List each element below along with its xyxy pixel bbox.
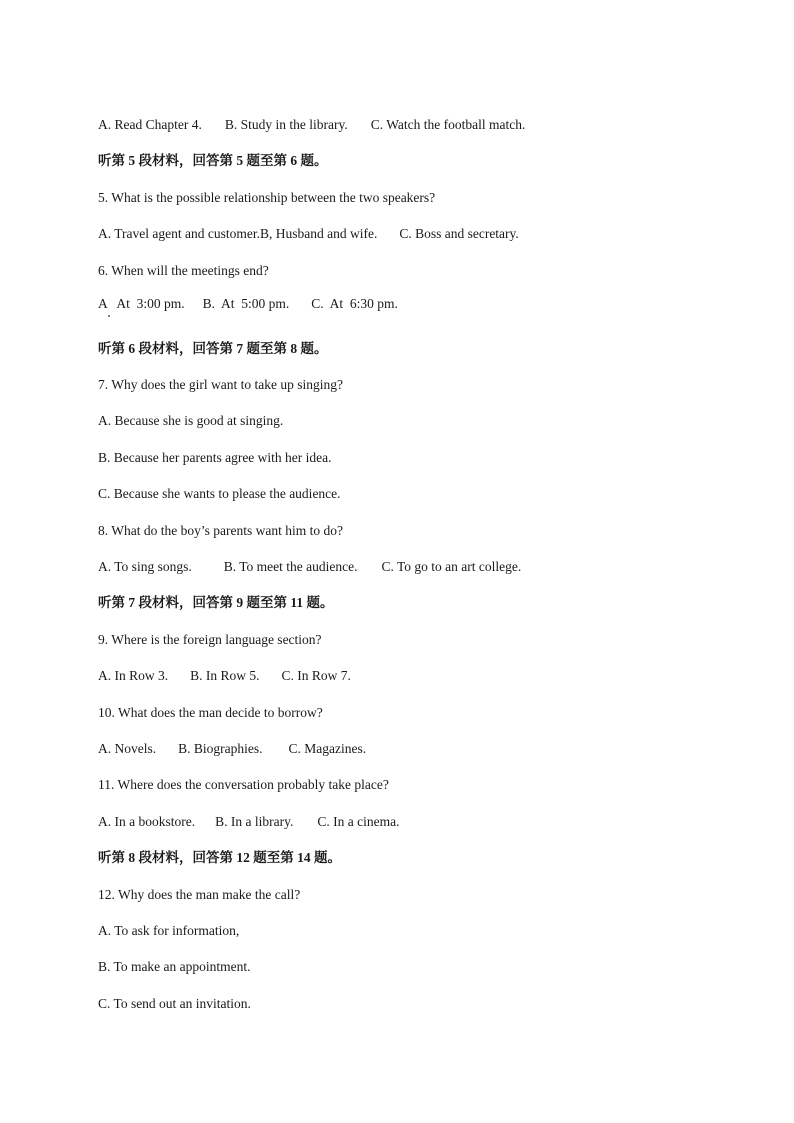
option-c: C. Watch the football match. <box>370 117 526 132</box>
option-12b: B. To make an appointment. <box>98 959 251 974</box>
question-9: 9. Where is the foreign language section? <box>98 632 322 647</box>
option-12a: A. To ask for information, <box>98 923 240 938</box>
section-heading-8: 听第 8 段材料，回答第 12 题至第 14 题。 <box>98 850 341 865</box>
question-8: 8. What do the boy’s parents want him to do? <box>98 523 343 538</box>
question-11: 11. Where does the conversation probably take place? <box>98 777 389 792</box>
options-line-q6 <box>98 295 398 313</box>
section-heading-6: 听第 6 段材料，回答第 7 题至第 8 题。 <box>98 341 328 356</box>
option-b: B. Biographies. <box>178 741 263 756</box>
option-a: A. To sing songs. <box>98 559 192 574</box>
option-b: B. At 5:00 pm. <box>202 296 290 311</box>
option-b: B. In a library. <box>215 814 294 829</box>
options-line-q9 <box>98 667 351 685</box>
option-a: A. Novels. <box>98 741 157 756</box>
question-6: 6. When will the meetings end? <box>98 263 269 278</box>
question-7: 7. Why does the girl want to take up singing? <box>98 377 343 392</box>
section-heading-5: 听第 5 段材料，回答第 5 题至第 6 题。 <box>98 153 328 168</box>
option-b: B. In Row 5. <box>190 668 260 683</box>
option-7a: A. Because she is good at singing. <box>98 413 284 428</box>
option-a: A At 3:00 pm. <box>98 296 185 311</box>
option-a: A. In a bookstore. <box>98 814 196 829</box>
option-a-b: A. Travel agent and customer.B, Husband and wife. <box>98 226 378 241</box>
options-line-q11 <box>98 813 399 831</box>
question-5: 5. What is the possible relationship between the two speakers? <box>98 190 436 205</box>
stray-mark <box>108 315 110 317</box>
option-c: C. Boss and secretary. <box>399 226 519 241</box>
question-12: 12. Why does the man make the call? <box>98 887 301 902</box>
option-a: A. In Row 3. <box>98 668 169 683</box>
option-c: C. In a cinema. <box>317 814 400 829</box>
option-b: B. To meet the audience. <box>223 559 358 574</box>
option-a: A. Read Chapter 4. <box>98 117 202 132</box>
option-c: C. In Row 7. <box>281 668 351 683</box>
option-12c: C. To send out an invitation. <box>98 996 251 1011</box>
option-7b: B. Because her parents agree with her idea. <box>98 450 332 465</box>
question-10: 10. What does the man decide to borrow? <box>98 705 323 720</box>
options-line-q10 <box>98 740 366 758</box>
options-line-q8 <box>98 558 521 576</box>
option-7c: C. Because she wants to please the audience. <box>98 486 341 501</box>
options-line-q4 <box>98 116 525 134</box>
section-heading-7: 听第 7 段材料，回答第 9 题至第 11 题。 <box>98 595 334 610</box>
option-b: B. Study in the library. <box>224 117 348 132</box>
option-c: C. To go to an art college. <box>381 559 522 574</box>
option-c: C. Magazines. <box>288 741 367 756</box>
options-line-q5 <box>98 225 519 243</box>
option-c: C. At 6:30 pm. <box>311 296 398 311</box>
